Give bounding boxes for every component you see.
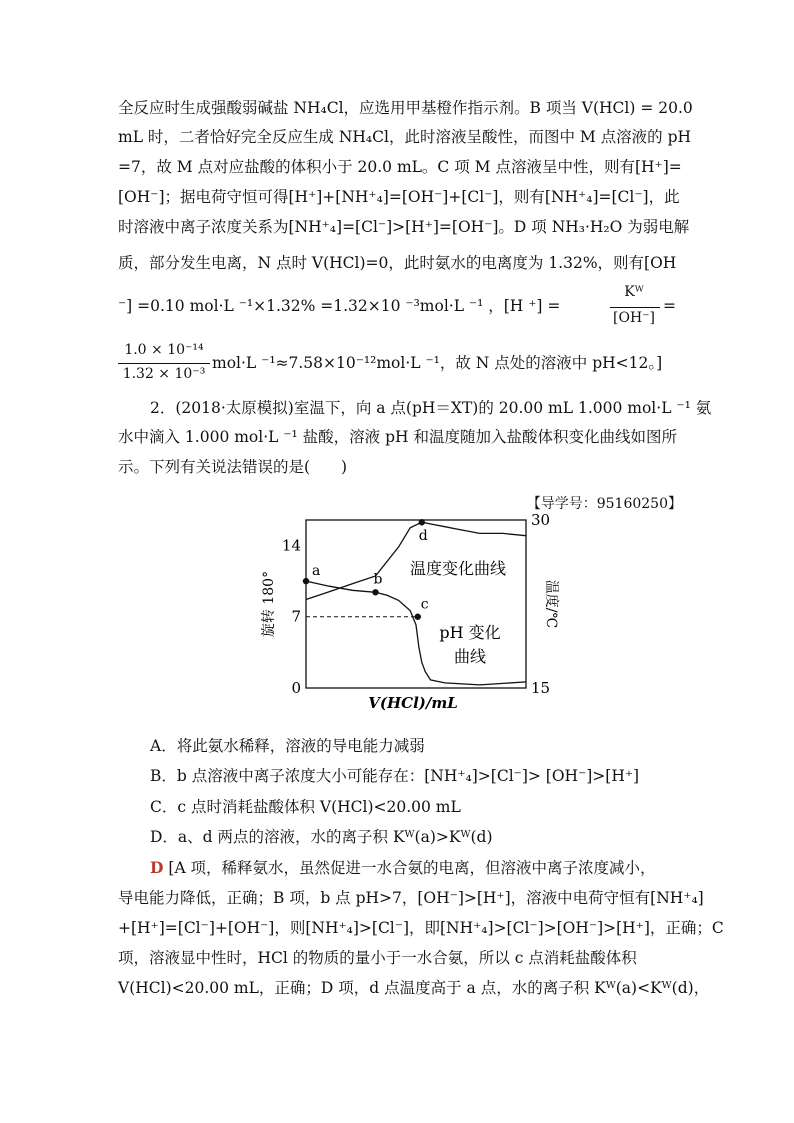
point-b — [372, 589, 378, 595]
left-tick-7: 7 — [291, 607, 301, 626]
solution-line-4: [OH⁻]；据电荷守恒可得[H⁺]+[NH⁺₄]=[OH⁻]+[Cl⁻]，则有[NH⁺₄]=[Cl⁻]，此 — [118, 188, 680, 206]
ph-curve-label-line1: pH 变化 — [439, 623, 501, 642]
question-line-3: 示。下列有关说法错误的是( ) — [118, 458, 348, 476]
point-d — [419, 519, 425, 525]
fraction-bar — [610, 307, 660, 308]
fraction-numerator-2: 1.0 × 10⁻¹⁴ — [124, 342, 204, 358]
solution-line-7: ⁻] =0.10 mol·L ⁻¹×1.32% =1.32×10 ⁻³mol·L ⁻¹ ，[H ⁺] = — [118, 297, 561, 315]
temperature-curve-label: 温度变化曲线 — [409, 559, 507, 578]
left-tick-14: 14 — [281, 536, 301, 555]
answer-letter: D — [150, 858, 164, 877]
fraction-kw-denominator: [OH⁻] — [613, 310, 655, 326]
answer-line-5: V(HCl)<20.00 mL，正确；D 项，d 点温度高于 a 点，水的离子积 Kᵂ(a)<Kᵂ(d)， — [118, 979, 710, 997]
solution-line-2: mL 时，二者恰好完全反应生成 NH₄Cl，此时溶液呈酸性，而图中 M 点溶液的 pH — [118, 128, 692, 146]
left-tick-0: 0 — [291, 679, 301, 697]
point-label-b: b — [373, 571, 383, 588]
point-a — [303, 578, 309, 584]
solution-line-8: mol·L ⁻¹≈7.58×10⁻¹²mol·L ⁻¹，故 N 点处的溶液中 pH<12。] — [212, 354, 663, 372]
answer-line-3: +[H⁺]=[Cl⁻]+[OH⁻]，则[NH⁺₄]>[Cl⁻]，即[NH⁺₄]>[Cl⁻]>[OH⁻]>[H⁺]，正确；C — [118, 919, 724, 937]
fraction-bar-2 — [118, 363, 210, 364]
right-tick-30: 30 — [531, 512, 551, 529]
left-axis-label: 旋转 180° — [261, 570, 277, 638]
point-c — [415, 614, 421, 620]
solution-line-5: 时溶液中离子浓度关系为[NH⁺₄]=[Cl⁻]>[H⁺]=[OH⁻]。D 项 NH₃·H₂O 为弱电解 — [118, 218, 690, 236]
question-line-1: 2．(2018·太原模拟)室温下，向 a 点(pH＝XT)的 20.00 mL 1.000 mol·L ⁻¹ 氨 — [150, 399, 712, 417]
option-d: D．a、d 两点的溶液，水的离子积 Kᵂ(a)>Kᵂ(d) — [150, 828, 493, 846]
plot-frame — [306, 520, 526, 688]
option-a: A．将此氨水稀释，溶液的导电能力减弱 — [150, 737, 425, 755]
fraction-equals: = — [663, 297, 676, 315]
solution-line-3: =7，故 M 点对应盐酸的体积小于 20.0 mL。C 项 M 点溶液呈中性，则有[H⁺]= — [118, 158, 682, 176]
answer-text-1: [A 项，稀释氨水，虽然促进一水合氨的电离，但溶液中离子浓度减小， — [168, 859, 656, 877]
fraction-denominator-2: 1.32 × 10⁻³ — [122, 366, 206, 382]
answer-line-2: 导电能力降低，正确；B 项，b 点 pH>7，[OH⁻]>[H⁺]，溶液中电荷守恒有[NH⁺₄] — [118, 889, 704, 907]
point-label-d: d — [418, 528, 428, 545]
answer-line-1 — [150, 858, 656, 878]
point-label-a: a — [312, 563, 321, 580]
solution-line-6: 质，部分发生电离，N 点时 V(HCl)=0，此时氨水的电离度为 1.32%，则有[OH — [118, 254, 677, 272]
titration-chart — [255, 512, 575, 712]
fraction-kw-numerator: Kᵂ — [624, 284, 644, 300]
question-line-2: 水中滴入 1.000 mol·L ⁻¹ 盐酸，溶液 pH 和温度随加入盐酸体积变化曲线如图所 — [118, 428, 677, 446]
x-axis-label: V(HCl)/mL — [368, 694, 458, 712]
right-axis-label: 温度/℃ — [543, 579, 559, 629]
right-tick-15: 15 — [531, 679, 551, 697]
solution-line-1: 全反应时生成强酸弱碱盐 NH₄Cl，应选用甲基橙作指示剂。B 项当 V(HCl) = 20.0 — [118, 99, 693, 117]
option-b: B．b 点溶液中离子浓度大小可能存在：[NH⁺₄]>[Cl⁻]> [OH⁻]>[H⁺] — [150, 767, 640, 785]
guide-number: 【导学号：95160250】 — [526, 496, 682, 512]
answer-line-4: 项，溶液显中性时，HCl 的物质的量小于一水合氨，所以 c 点消耗盐酸体积 — [118, 949, 637, 967]
option-c: C．c 点时消耗盐酸体积 V(HCl)<20.00 mL — [150, 798, 461, 816]
point-label-c: c — [420, 596, 429, 613]
ph-curve-label-line2: 曲线 — [453, 647, 487, 666]
